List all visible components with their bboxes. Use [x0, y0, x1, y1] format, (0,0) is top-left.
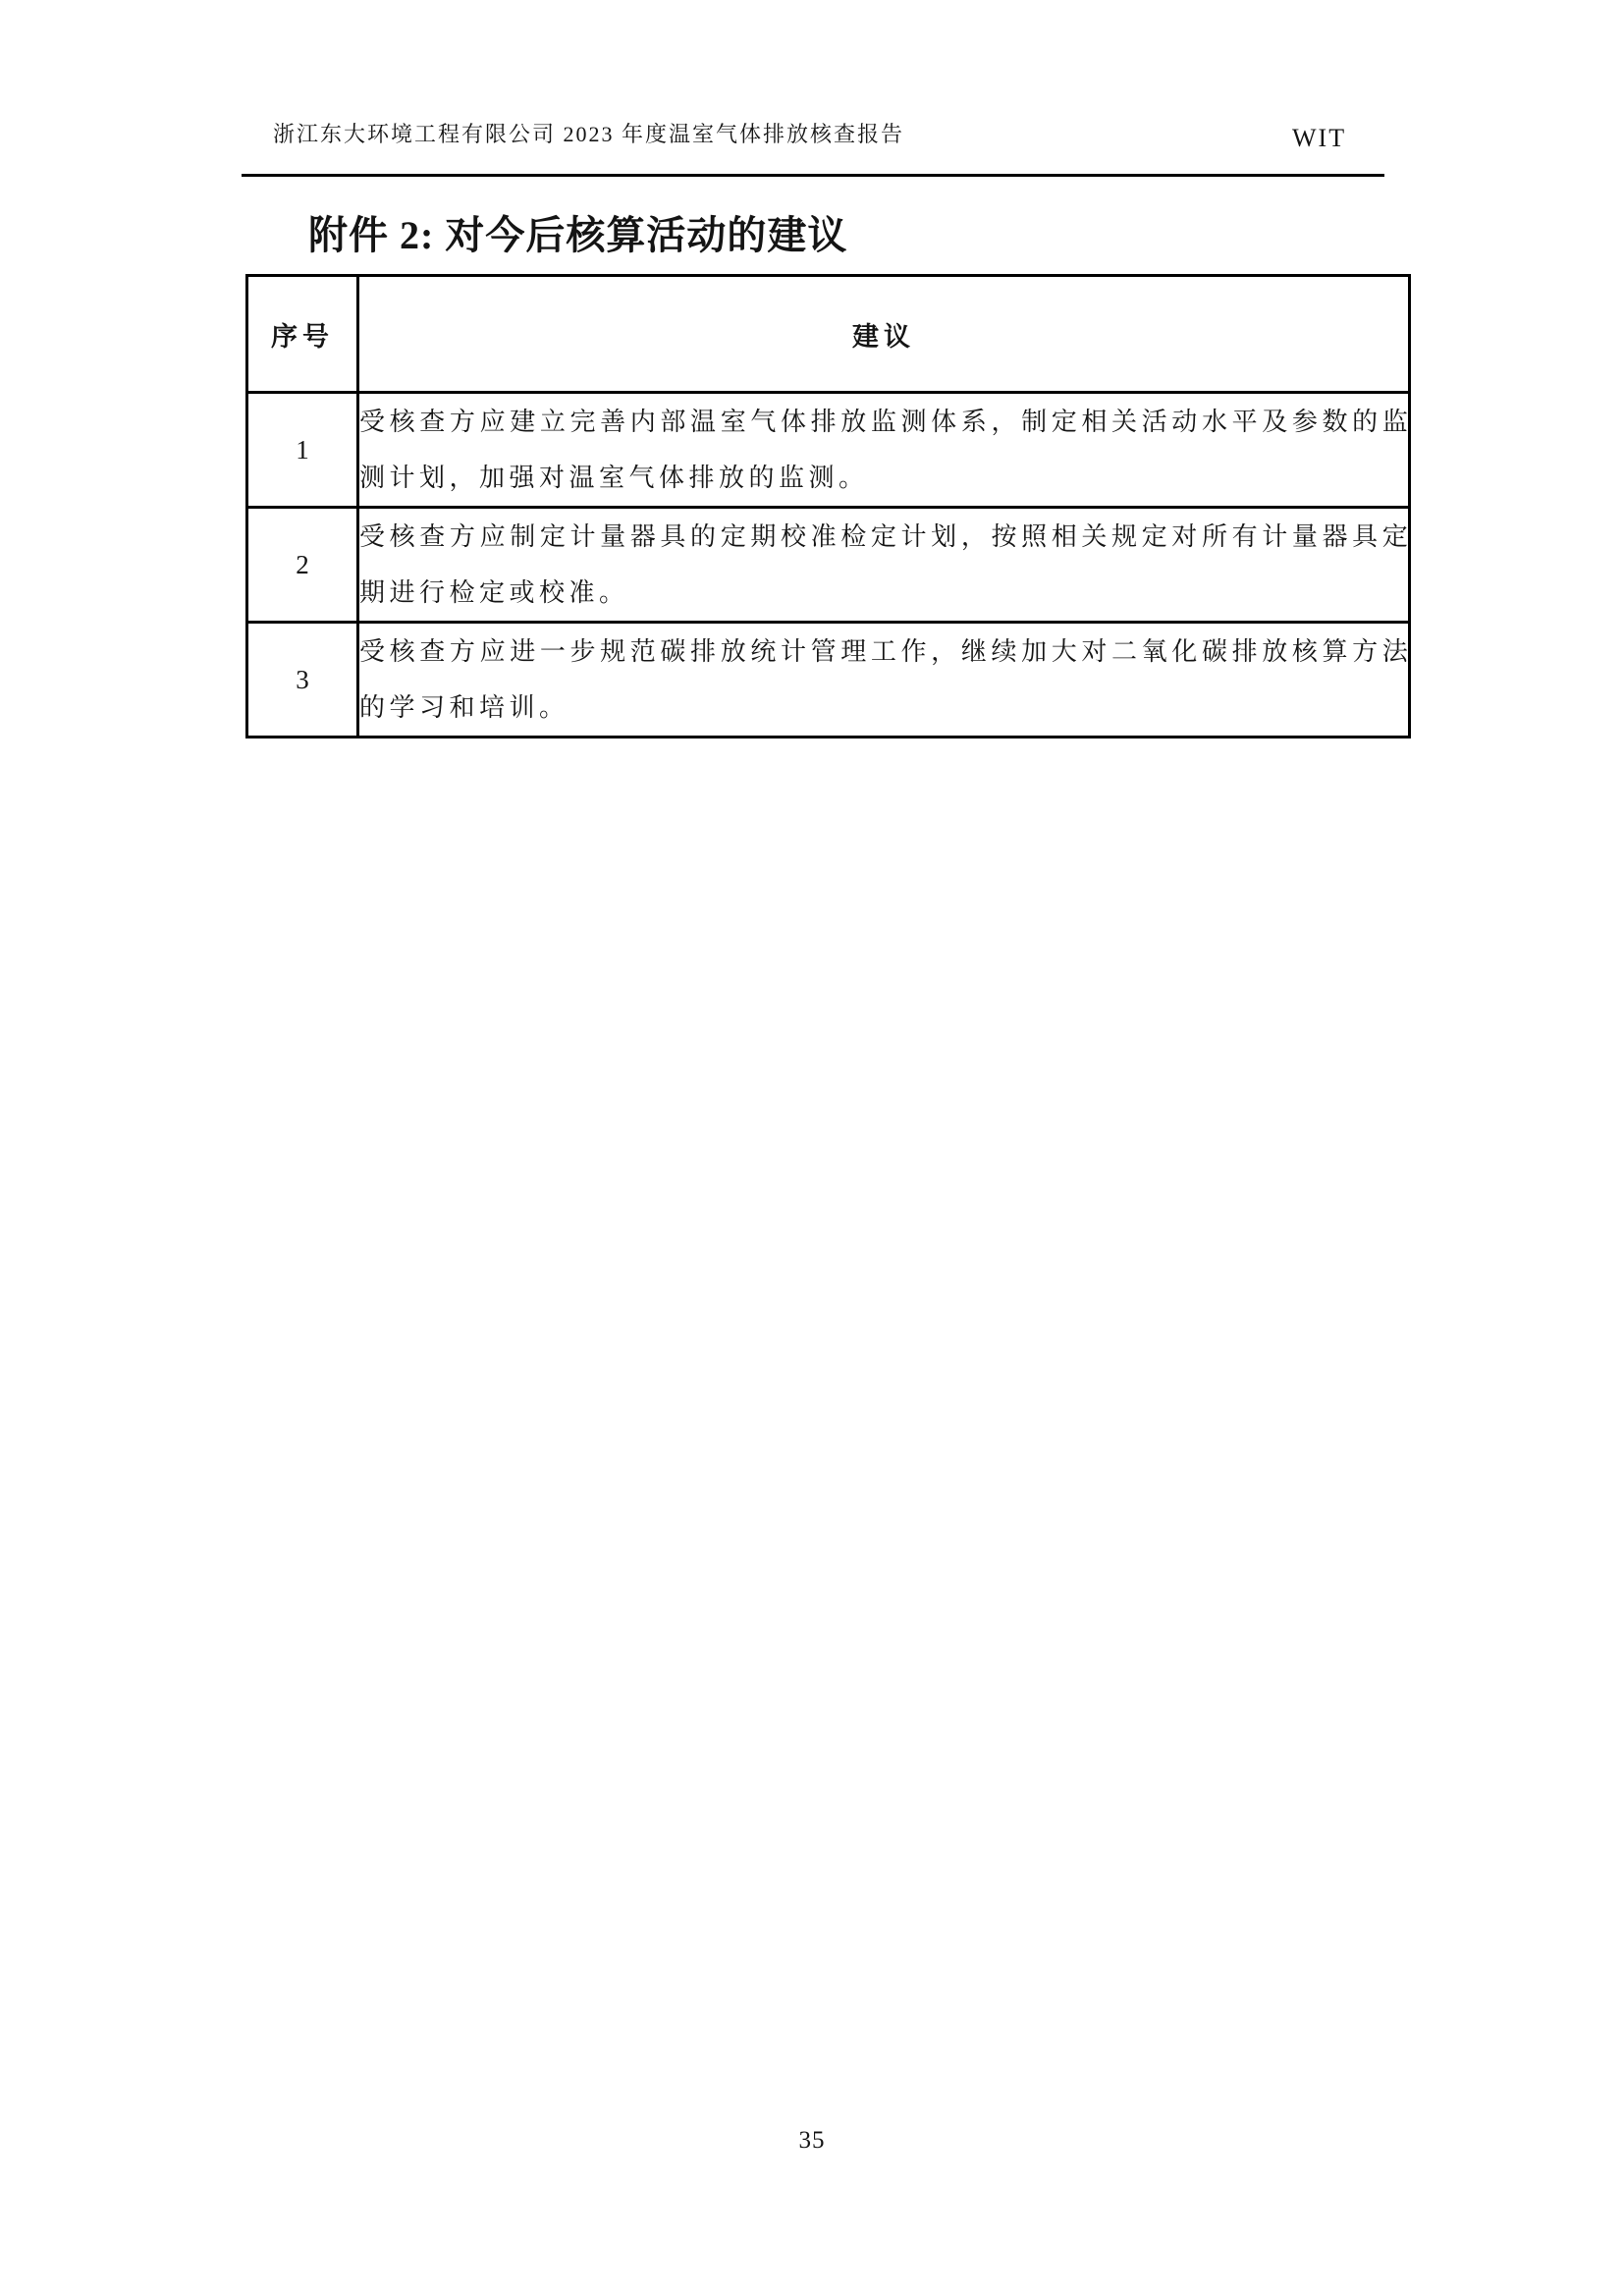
header-report-title: 浙江东大环境工程有限公司 2023 年度温室气体排放核查报告 [273, 122, 905, 146]
suggestion-cell [358, 623, 1410, 738]
table-header-row [247, 276, 1410, 393]
suggestion-cell [358, 393, 1410, 508]
suggestion-cell [358, 508, 1410, 623]
header-rule [242, 174, 1384, 177]
table-row [247, 623, 1410, 738]
suggestion-line: 受 核 查 方 应 进 一 步 规 范 碳 排 放 统 计 管 理 工 作 ， 继 续 加 大 对 二 氧 化 碳 排 放 核 算 方 法 [359, 637, 1408, 666]
header-wit-mark: WIT [1292, 124, 1347, 152]
table-row [247, 393, 1410, 508]
column-header-suggestion: 建议 [358, 276, 1410, 393]
suggestion-line: 的学习和培训。 [359, 693, 569, 722]
suggestion-line: 测计划，加强对温室气体排放的监测。 [359, 464, 869, 492]
page-number: 35 [798, 2127, 826, 2154]
table-row [247, 508, 1410, 623]
row-index-cell: 3 [247, 623, 358, 738]
column-header-index: 序号 [247, 276, 358, 393]
row-index-cell: 1 [247, 393, 358, 508]
suggestion-line: 受 核 查 方 应 建 立 完 善 内 部 温 室 气 体 排 放 监 测 体 系 ， 制 定 相 关 活 动 水 平 及 参 数 的 监 [359, 408, 1408, 436]
attachment-title: 附件 2: 对今后核算活动的建议 [308, 213, 848, 257]
suggestions-table [245, 274, 1411, 738]
row-index-cell: 2 [247, 508, 358, 623]
suggestion-line: 期进行检定或校准。 [359, 578, 629, 607]
suggestion-line: 受 核 查 方 应 制 定 计 量 器 具 的 定 期 校 准 检 定 计 划 ， 按 照 相 关 规 定 对 所 有 计 量 器 具 定 [359, 522, 1408, 551]
